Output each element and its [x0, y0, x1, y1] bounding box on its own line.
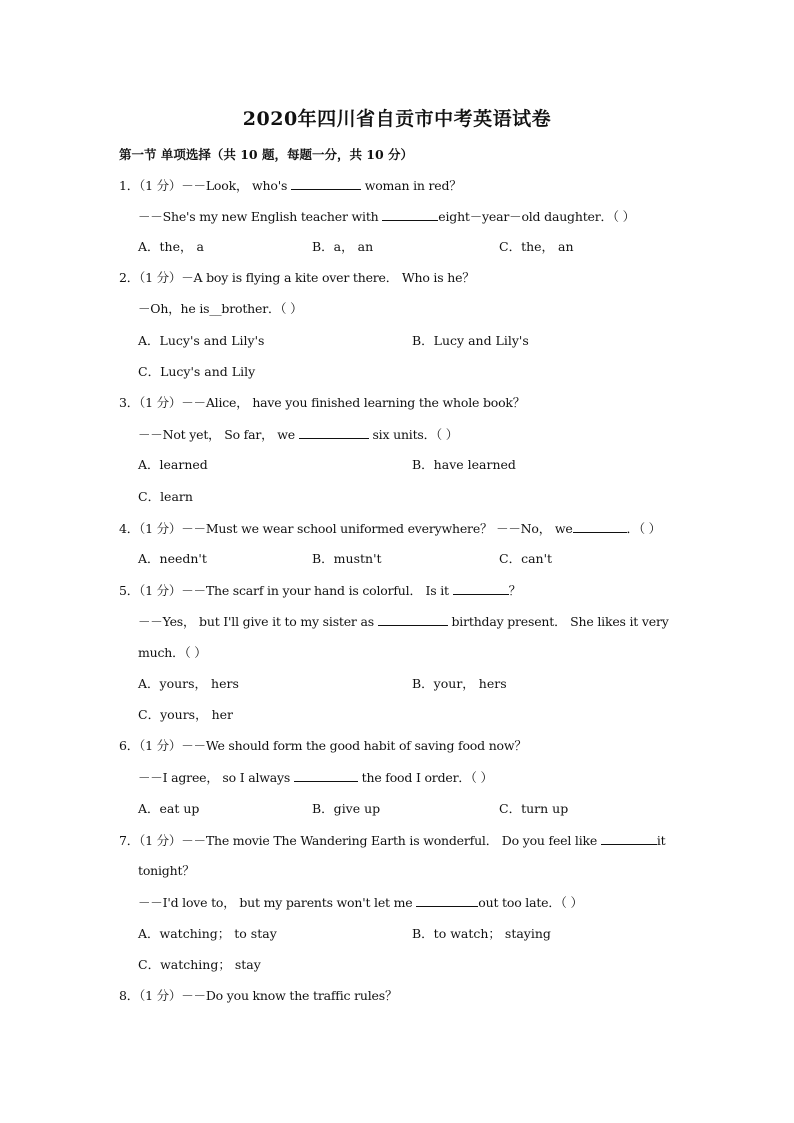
question-3-reply-b: six units．（ ） — [368, 427, 459, 442]
question-1-reply-b: eight－year－old daughter．（ ） — [438, 209, 635, 224]
question-1-option-b: B．a， an — [312, 239, 374, 254]
question-1-reply-a: －－She's my new English teacher with — [138, 209, 383, 224]
question-5-text-a: 5．（1 分）－－The scarf in your hand is colorful． Is it — [119, 583, 453, 598]
answer-blank — [299, 426, 369, 439]
question-6-option-a: A．eat up — [138, 801, 200, 816]
question-5-option-c: C．yours， her — [138, 707, 233, 722]
question-1-reply — [138, 208, 635, 225]
question-3-option-c: C．learn — [138, 489, 193, 504]
question-4-option-a: A．needn't — [138, 551, 207, 566]
question-6-reply-a: －－I agree， so I always — [138, 770, 294, 785]
answer-blank — [382, 208, 438, 221]
question-6-stem: 6．（1 分）－－We should form the good habit of saving food now？ — [119, 738, 527, 753]
answer-blank — [573, 520, 627, 533]
question-6-reply-b: the food I order．（ ） — [357, 770, 493, 785]
answer-blank — [453, 582, 509, 595]
question-3-stem: 3．（1 分）－－Alice， have you finished learning the whole book？ — [119, 395, 526, 410]
question-6-option-b: B．give up — [312, 801, 381, 816]
question-3-option-b: B．have learned — [412, 457, 516, 472]
question-5-reply-a: －－Yes， but I'll give it to my sister as — [138, 614, 378, 629]
question-4-option-c: C．can't — [499, 551, 553, 566]
question-1-option-a: A．the， a — [138, 239, 204, 254]
question-7-text-a: 7．（1 分）－－The movie The Wandering Earth is wonderful． Do you feel like — [119, 833, 601, 848]
question-2-option-a: A．Lucy's and Lily's — [138, 333, 265, 348]
question-2-stem: 2．（1 分）－A boy is flying a kite over there． Who is he？ — [119, 270, 475, 285]
answer-blank — [294, 769, 358, 782]
question-7-reply — [138, 894, 583, 911]
question-6-option-c: C．turn up — [499, 801, 569, 816]
question-5-stem — [119, 582, 521, 599]
question-3-reply — [138, 426, 458, 443]
question-7-stem — [119, 832, 666, 849]
question-1-text-b: woman in red？ — [360, 178, 462, 193]
question-3-option-a: A．learned — [138, 457, 208, 472]
question-5-text-b: ？ — [508, 583, 521, 598]
answer-blank — [601, 832, 657, 845]
question-1-text-a: 1．（1 分）－－Look， who's — [119, 178, 291, 193]
question-5-option-b: B．your， hers — [412, 676, 507, 691]
question-7-stem-cont: tonight？ — [138, 863, 195, 878]
question-5-reply — [138, 613, 669, 630]
question-1-stem — [119, 177, 462, 194]
section-heading: 第一节 单项选择（共 10 题，每题一分，共 10 分） — [119, 147, 414, 162]
question-7-option-b: B．to watch； staying — [412, 926, 551, 941]
question-5-reply-cont: much．（ ） — [138, 645, 207, 660]
question-7-option-a: A．watching； to stay — [138, 926, 277, 941]
question-4-text-b: ．（ ） — [626, 521, 661, 536]
question-4-option-b: B．mustn't — [312, 551, 382, 566]
question-7-text-b: it — [656, 833, 666, 848]
question-7-option-c: C．watching； stay — [138, 957, 261, 972]
question-2-reply: －Oh，he is__brother．（ ） — [138, 301, 303, 316]
question-4-text-a: 4．（1 分）－－Must we wear school uniformed everywhere？ －－No， we — [119, 521, 573, 536]
question-6-reply — [138, 769, 493, 786]
answer-blank — [291, 177, 361, 190]
question-3-reply-a: －－Not yet， So far， we — [138, 427, 299, 442]
question-2-option-b: B．Lucy and Lily's — [412, 333, 529, 348]
question-2-option-c: C．Lucy's and Lily — [138, 364, 256, 379]
question-1-option-c: C．the， an — [499, 239, 574, 254]
question-7-reply-a: －－I'd love to， but my parents won't let me — [138, 895, 417, 910]
question-7-reply-b: out too late．（ ） — [478, 895, 583, 910]
answer-blank — [416, 894, 478, 907]
page-title: 2020年四川省自贡市中考英语试卷 — [242, 108, 552, 130]
question-4-stem — [119, 520, 661, 537]
question-5-reply-b: birthday present． She likes it very — [447, 614, 669, 629]
question-8-stem: 8．（1 分）－－Do you know the traffic rules？ — [119, 988, 398, 1003]
question-5-option-a: A．yours， hers — [138, 676, 239, 691]
answer-blank — [378, 613, 448, 626]
